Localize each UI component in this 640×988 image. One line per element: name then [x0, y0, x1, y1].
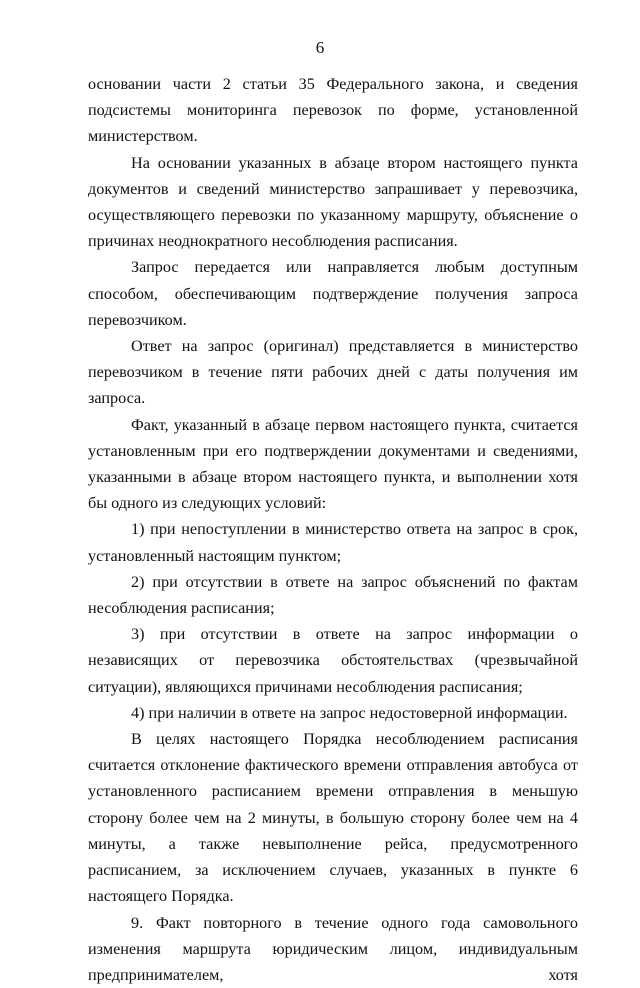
page-number: 6: [0, 38, 640, 58]
paragraph: На основании указанных в абзаце втором настоящего пункта документов и сведений министерство запрашивает у перевозчика, осуществляющего перевозки по указанному маршруту, объяснение о причинах неоднократного несоблюдения расписания.: [88, 150, 578, 255]
document-body: [88, 71, 578, 988]
list-item: 3) при отсутствии в ответе на запрос информации о независящих от перевозчика обстоятельствах (чрезвычайной ситуации), являющихся причинами несоблюдения расписания;: [88, 621, 578, 700]
list-item: 1) при непоступлении в министерство ответа на запрос в срок, установленный настоящим пунктом;: [88, 516, 578, 568]
list-item: 2) при отсутствии в ответе на запрос объяснений по фактам несоблюдения расписания;: [88, 569, 578, 621]
paragraph: В целях настоящего Порядка несоблюдением расписания считается отклонение фактического времени отправления автобуса от установленного расписанием времени отправления в меньшую сторону более чем на 2 минуты, в большую сторону более чем на 4 минуты, а также невыполнение рейса, предусмотренного расписанием, за исключением случаев, указанных в пункте 6 настоящего Порядка.: [88, 726, 578, 909]
paragraph: Факт, указанный в абзаце первом настоящего пункта, считается установленным при его подтверждении документами и сведениями, указанными в абзаце втором настоящего пункта, и выполнении хотя бы одного из следующих условий:: [88, 412, 578, 517]
paragraph: Ответ на запрос (оригинал) представляется в министерство перевозчиком в течение пяти рабочих дней с даты получения им запроса.: [88, 333, 578, 412]
paragraph: 9. Факт повторного в течение одного года самовольного изменения маршрута юридическим лицом, индивидуальным предпринимателем, хотя: [88, 910, 578, 988]
paragraph: основании части 2 статьи 35 Федерального закона, и сведения подсистемы мониторинга перевозок по форме, установленной министерством.: [88, 71, 578, 150]
list-item: 4) при наличии в ответе на запрос недостоверной информации.: [88, 700, 578, 726]
paragraph: Запрос передается или направляется любым доступным способом, обеспечивающим подтверждение получения запроса перевозчиком.: [88, 254, 578, 333]
